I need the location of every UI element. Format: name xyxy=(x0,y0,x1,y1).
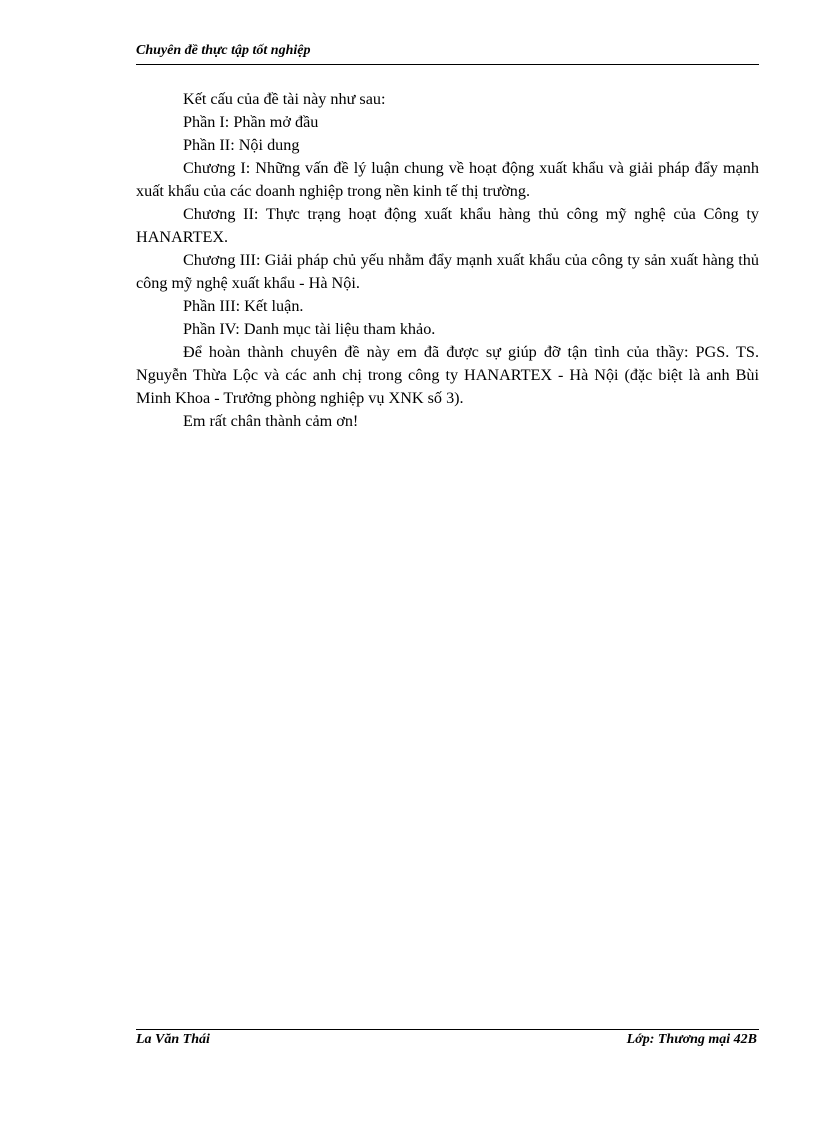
document-body xyxy=(136,88,759,433)
page-footer xyxy=(136,1029,759,1051)
paragraph-chapter-1: Chương I: Những vấn đề lý luận chung về hoạt động xuất khẩu và giải pháp đẩy mạnh xuất khẩu của các doanh nghiệp trong nền kinh tế thị trường. xyxy=(136,159,759,200)
footer-class: Lớp: Thương mại 42B xyxy=(626,1032,757,1047)
header-title: Chuyên đề thực tập tốt nghiệp xyxy=(136,43,311,58)
footer-author: La Văn Thái xyxy=(136,1032,210,1047)
paragraph-part-1: Phần I: Phần mở đầu xyxy=(183,113,319,131)
page-header xyxy=(136,43,759,65)
paragraph-acknowledgement: Để hoàn thành chuyên đề này em đã được sự giúp đỡ tận tình của thầy: PGS. TS. Nguyễn Thừa Lộc và các anh chị trong công ty HANARTEX - Hà Nội (đặc biệt là anh Bùi Minh Khoa - Trưởng phòng nghiệp vụ XNK số 3). xyxy=(136,343,759,407)
paragraph-chapter-2: Chương II: Thực trạng hoạt động xuất khẩu hàng thủ công mỹ nghệ của Công ty HANARTEX. xyxy=(136,205,759,246)
paragraph-chapter-3: Chương III: Giải pháp chủ yếu nhằm đẩy mạnh xuất khẩu của công ty sản xuất hàng thủ công mỹ nghệ xuất khẩu - Hà Nội. xyxy=(136,251,759,292)
paragraph-structure-intro: Kết cấu của đề tài này như sau: xyxy=(183,90,386,108)
paragraph-part-4: Phần IV: Danh mục tài liệu tham khảo. xyxy=(183,320,436,338)
paragraph-thanks: Em rất chân thành cảm ơn! xyxy=(183,412,359,430)
paragraph-part-2: Phần II: Nội dung xyxy=(183,136,300,154)
paragraph-part-3: Phần III: Kết luận. xyxy=(183,297,304,315)
